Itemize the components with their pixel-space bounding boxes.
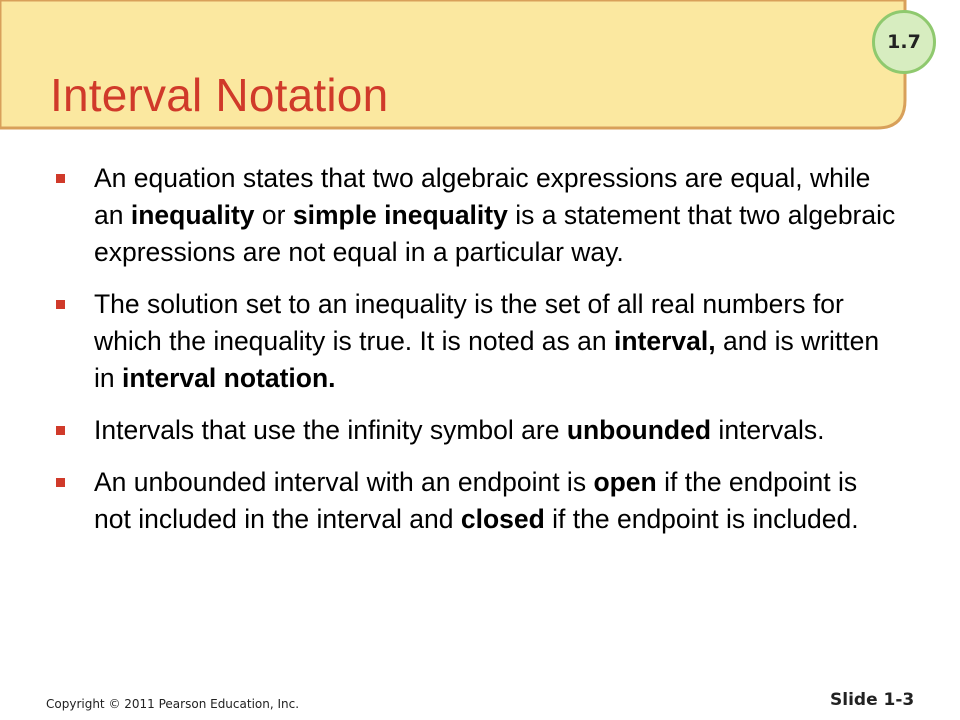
bold-term: unbounded — [566, 415, 712, 445]
text-segment: is a statement that two algebraic expressions are not equal in a particular way. — [94, 200, 896, 267]
square-bullet-icon — [56, 478, 65, 487]
bullet-item — [56, 286, 896, 397]
bold-term: open — [593, 467, 657, 497]
text-segment: if the endpoint is not included in the interval and — [94, 467, 858, 534]
bold-term: closed — [460, 504, 545, 534]
slide-number: Slide 1-3 — [830, 690, 915, 710]
text-segment: and is written in — [94, 326, 880, 393]
text-segment: The solution set to an inequality is the set of all real numbers for which the inequality is true. It is noted as an — [94, 289, 844, 356]
square-bullet-icon — [56, 300, 65, 309]
bold-term: simple inequality — [292, 200, 508, 230]
page-title: Interval Notation — [50, 69, 389, 121]
footer-copyright: Copyright © 2011 Pearson Education, Inc. — [46, 697, 300, 711]
bold-term: interval, — [614, 326, 716, 356]
bold-term: interval notation. — [122, 363, 336, 393]
bold-term: inequality — [130, 200, 255, 230]
bullet-text — [94, 289, 879, 393]
bullet-item — [56, 160, 896, 271]
text-segment: intervals. — [711, 415, 825, 445]
section-badge: 1.7 — [872, 10, 936, 74]
square-bullet-icon — [56, 174, 65, 183]
text-segment: or — [254, 200, 293, 230]
bullet-item — [56, 412, 896, 449]
bullet-list — [56, 160, 896, 553]
square-bullet-icon — [56, 426, 65, 435]
text-segment: Intervals that use the infinity symbol are — [94, 415, 567, 445]
bullet-text — [94, 415, 824, 445]
bullet-text — [94, 467, 859, 534]
bullet-item — [56, 464, 896, 538]
text-segment: An equation states that two algebraic expressions are equal, while an — [94, 163, 871, 230]
bullet-text — [94, 163, 895, 267]
text-segment: An unbounded interval with an endpoint is — [94, 467, 594, 497]
text-segment: if the endpoint is included. — [544, 504, 859, 534]
